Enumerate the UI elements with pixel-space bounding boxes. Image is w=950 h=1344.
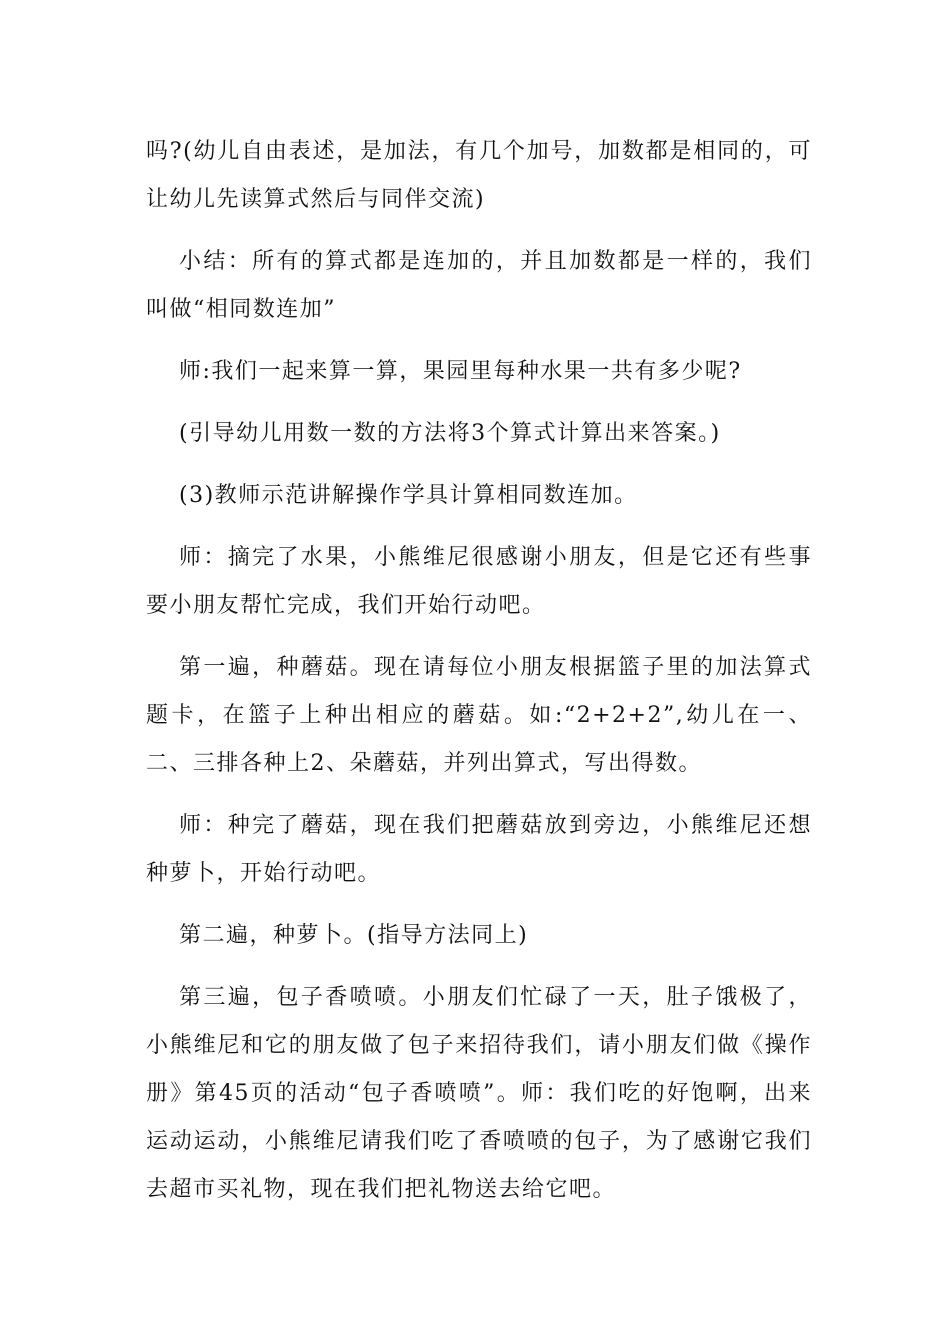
- paragraph-5: (3)教师示范讲解操作学具计算相同数连加。: [179, 483, 638, 508]
- document-body: [146, 128, 812, 1228]
- paragraph-3: 师:我们一起来算一算，果园里每种水果一共有多少呢?: [179, 359, 742, 384]
- paragraph-6: 师：摘完了水果，小熊维尼很感谢小朋友，但是它还有些事要小朋友帮忙完成，我们开始行动吧。: [146, 545, 812, 618]
- paragraph-4: (引导幼儿用数一数的方法将3个算式计算出来答案。): [179, 421, 721, 446]
- paragraph-1: 吗?(幼儿自由表述，是加法，有几个加号，加数都是相同的，可让幼儿先读算式然后与同伴交流): [146, 139, 812, 212]
- paragraph-8: 师：种完了蘑菇，现在我们把蘑菇放到旁边，小熊维尼还想种萝卜，开始行动吧。: [146, 813, 812, 886]
- paragraph-10: 第三遍，包子香喷喷。小朋友们忙碌了一天，肚子饿极了，小熊维尼和它的朋友做了包子来招待我们，请小朋友们做《操作册》第45页的活动“包子香喷喷”。师：我们吃的好饱啊，出来运动运动，小熊维尼请我们吃了香喷喷的包子，为了感谢它我们去超市买礼物，现在我们把礼物送去给它吧。: [146, 985, 812, 1202]
- paragraph-9: 第二遍，种萝卜。(指导方法同上): [179, 923, 529, 948]
- paragraph-7: 第一遍，种蘑菇。现在请每位小朋友根据篮子里的加法算式题卡，在篮子上种出相应的蘑菇。如:“2+2+2”,幼儿在一、二、三排各种上2、朵蘑菇，并列出算式，写出得数。: [146, 655, 812, 776]
- paragraph-2: 小结：所有的算式都是连加的，并且加数都是一样的，我们叫做“相同数连加”: [146, 249, 812, 322]
